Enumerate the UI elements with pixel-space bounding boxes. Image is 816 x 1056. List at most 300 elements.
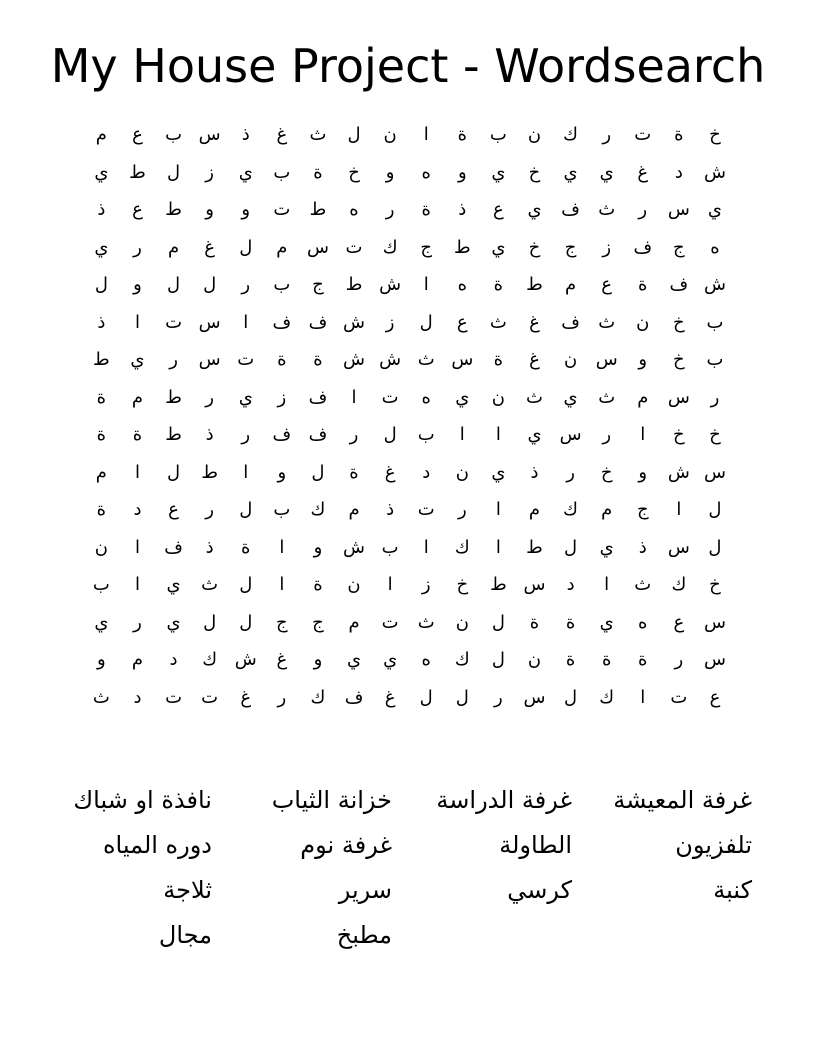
grid-cell: ب [273,499,291,521]
grid-cell: ة [493,349,504,371]
grid-cell: ة [638,649,648,671]
word-list-item: نافذة او شباك [73,786,212,814]
grid-cell: ر [385,199,395,221]
grid-cell: ف [272,311,292,333]
grid-cell: ك [563,499,578,521]
grid-cell: ذ [386,499,395,521]
grid-cell: ك [454,649,470,671]
grid-cell: س [703,461,726,483]
grid-cell: خ [348,161,360,183]
grid-cell: ت [670,686,688,708]
grid-cell: ر [457,499,467,521]
grid-cell: ط [345,274,363,296]
grid-cell: ن [455,611,469,633]
grid-cell: ا [423,124,429,146]
grid-cell: ي [166,611,181,633]
grid-cell: د [566,574,575,596]
grid-cell: ل [239,574,253,596]
grid-cell: ة [349,461,359,483]
grid-cell: ف [164,536,183,558]
grid-cell: ث [417,611,435,633]
grid-cell: س [595,349,618,371]
grid-cell: ة [421,199,431,221]
grid-cell: ي [599,536,614,558]
grid-cell: ه [421,161,431,183]
grid-cell: ج [312,611,324,633]
grid-cell: ة [529,611,540,633]
grid-cell: ا [423,536,429,558]
grid-cell: ك [454,536,470,558]
word-list-item: مجال [158,921,212,949]
grid-cell: ا [243,461,249,483]
grid-cell: ش [703,274,726,296]
grid-cell: ي [94,611,109,633]
grid-cell: ة [96,386,107,408]
grid-cell: ذ [97,311,106,333]
grid-cell: ر [566,461,575,483]
grid-cell: ي [238,386,253,408]
grid-cell: ل [455,686,469,708]
grid-cell: ا [459,424,465,446]
grid-cell: ي [491,461,506,483]
grid-cell: ي [599,611,614,633]
grid-cell: و [277,461,287,483]
grid-cell: و [205,199,214,221]
grid-cell: ا [351,386,357,408]
grid-cell: ر [277,686,287,708]
grid-cell: ط [309,199,327,221]
grid-cell: ي [94,236,109,258]
grid-cell: ت [201,686,219,708]
grid-cell: ط [165,199,182,221]
grid-cell: م [637,386,649,408]
grid-cell: ن [383,124,397,146]
grid-cell: ة [96,499,107,521]
grid-cell: خ [528,161,541,183]
word-list-item: غرفة المعيشة [613,786,752,814]
grid-cell: ر [133,236,142,258]
grid-cell: ب [417,424,435,446]
grid-cell: ب [706,349,724,371]
grid-cell: ع [456,311,468,333]
grid-cell: ب [92,574,110,596]
grid-cell: غ [240,686,252,708]
grid-cell: ط [165,424,182,446]
grid-cell: ز [421,574,431,596]
grid-cell: ا [640,424,646,446]
grid-cell: ذ [638,536,647,558]
grid-cell: ي [491,161,506,183]
grid-cell: م [95,461,107,483]
grid-cell: ذ [458,199,467,221]
grid-cell: ل [419,311,433,333]
grid-cell: ع [132,124,143,146]
grid-cell: ر [241,424,251,446]
grid-cell: ر [349,424,359,446]
grid-cell: ف [344,686,364,708]
grid-cell: د [133,499,142,521]
grid-cell: ك [310,499,326,521]
grid-cell: ج [312,274,324,296]
grid-cell: ب [706,311,724,333]
grid-cell: ة [638,274,648,296]
grid-cell: ذ [205,424,214,446]
grid-cell: ة [493,274,504,296]
grid-cell: ن [527,649,542,671]
grid-cell: ش [234,649,257,671]
grid-cell: ر [205,499,214,521]
grid-cell: خ [600,461,613,483]
grid-cell: ة [601,649,612,671]
grid-cell: ل [347,124,361,146]
grid-cell: غ [204,236,216,258]
grid-cell: ن [94,536,108,558]
grid-cell: م [528,499,541,521]
grid-cell: و [385,161,395,183]
grid-cell: ف [308,424,328,446]
grid-cell: ر [602,424,612,446]
grid-cell: ل [491,649,505,671]
grid-cell: ت [417,499,435,521]
grid-cell: س [306,236,329,258]
grid-cell: ك [671,574,687,596]
word-list-item: سرير [338,876,392,904]
grid-cell: د [422,461,431,483]
grid-cell: و [241,199,251,221]
grid-cell: م [276,236,288,258]
grid-cell: ر [638,199,648,221]
grid-cell: ث [201,574,219,596]
grid-cell: ث [92,686,110,708]
grid-cell: ج [673,236,685,258]
word-list-item: مطبخ [336,921,392,949]
grid-cell: و [457,161,467,183]
grid-cell: ث [417,349,435,371]
grid-cell: ا [279,574,285,596]
word-list-item: ثلاجة [163,876,212,904]
grid-cell: غ [637,161,649,183]
grid-cell: ي [563,386,578,408]
grid-cell: ن [491,386,505,408]
grid-cell: ج [636,499,649,521]
grid-cell: س [667,536,690,558]
grid-cell: ع [709,686,721,708]
grid-cell: غ [529,311,540,333]
grid-cell: ز [205,161,214,183]
grid-cell: غ [384,461,396,483]
grid-cell: ة [674,124,684,146]
grid-cell: ت [381,386,399,408]
grid-cell: د [133,686,142,708]
grid-cell: ث [598,199,616,221]
page-title: My House Project - Wordsearch [50,39,766,93]
grid-cell: ل [708,499,722,521]
grid-cell: ه [421,386,431,408]
grid-cell: ة [313,574,323,596]
grid-cell: م [565,274,577,296]
grid-cell: ك [563,124,578,146]
grid-cell: غ [529,349,540,371]
grid-cell: ا [134,461,140,483]
grid-cell: ش [343,311,366,333]
grid-cell: ش [379,274,402,296]
grid-cell: ل [708,536,722,558]
grid-cell: ل [167,461,181,483]
grid-cell: ة [132,424,143,446]
grid-cell: ه [421,649,431,671]
grid-cell: و [313,536,323,558]
grid-cell: م [348,611,360,633]
grid-cell: م [131,649,144,671]
grid-cell: ة [565,611,576,633]
grid-cell: ن [636,311,650,333]
grid-cell: ث [309,124,327,146]
grid-cell: ة [313,161,323,183]
grid-cell: ي [346,649,362,671]
grid-cell: ر [133,611,142,633]
grid-cell: ع [493,199,504,221]
grid-cell: خ [709,124,721,146]
grid-cell: ر [205,386,214,408]
grid-cell: ط [526,536,543,558]
grid-cell: ي [527,199,542,221]
grid-cell: ب [381,536,399,558]
grid-cell: س [703,611,726,633]
grid-cell: ي [94,161,109,183]
grid-cell: ي [130,349,145,371]
grid-cell: ث [598,311,616,333]
grid-cell: ي [383,649,398,671]
grid-cell: ط [490,574,507,596]
grid-cell: ر [494,686,503,708]
grid-cell: ج [276,611,288,633]
grid-cell: ف [308,311,328,333]
grid-cell: ش [379,349,402,371]
grid-cell: س [451,349,474,371]
grid-cell: ة [313,349,323,371]
word-list-item: غرفة نوم [300,831,392,859]
word-list-item: كنبة [713,876,752,904]
grid-cell: ر [169,349,178,371]
grid-cell: ل [564,536,578,558]
grid-cell: ن [527,124,542,146]
grid-cell: ا [134,574,140,596]
grid-cell: ا [387,574,393,596]
grid-cell: ف [272,424,292,446]
grid-cell: ي [599,161,614,183]
grid-cell: و [638,461,648,483]
word-list-item: تلفزيون [675,831,752,859]
grid-cell: س [523,574,546,596]
grid-cell: ت [634,124,652,146]
grid-cell: ش [343,349,366,371]
grid-cell: س [559,424,582,446]
grid-cell: و [97,649,106,671]
grid-cell: ل [383,424,397,446]
grid-cell: س [198,311,221,333]
grid-cell: ة [457,124,468,146]
grid-cell: ا [604,574,610,596]
grid-cell: ف [308,386,328,408]
grid-cell: ج [564,236,577,258]
grid-cell: ل [239,611,253,633]
grid-cell: ر [674,649,684,671]
word-list-item: غرفة الدراسة [436,786,572,814]
grid-cell: س [667,199,690,221]
grid-cell: ت [381,611,399,633]
grid-cell: ل [419,686,433,708]
grid-cell: خ [709,424,721,446]
grid-cell: ت [165,686,183,708]
word-list-item: دوره المياه [102,831,212,859]
grid-cell: ذ [205,536,214,558]
grid-cell: و [133,274,142,296]
grid-cell: ر [602,124,612,146]
grid-cell: ت [237,349,255,371]
grid-cell: ز [385,311,395,333]
grid-cell: ي [527,424,542,446]
grid-cell: ا [279,536,285,558]
grid-cell: ت [273,199,291,221]
grid-cell: ت [345,236,363,258]
grid-cell: ي [707,199,722,221]
grid-cell: ذ [97,199,106,221]
grid-cell: س [703,649,726,671]
grid-cell: ث [526,386,543,408]
grid-cell: ع [168,499,179,521]
grid-cell: س [198,349,221,371]
grid-cell: ز [602,236,612,258]
grid-cell: و [313,649,323,671]
word-list-item [400,917,580,962]
grid-cell: س [667,386,690,408]
grid-cell: ث [634,574,652,596]
grid-cell: ه [638,611,648,633]
grid-cell: ه [349,199,359,221]
grid-cell: د [169,649,178,671]
word-list-item: الطاولة [499,831,572,859]
grid-cell: ة [277,349,287,371]
grid-cell: خ [456,574,469,596]
grid-cell: ك [202,649,218,671]
grid-cell: غ [276,649,288,671]
grid-cell: ذ [241,124,250,146]
word-list-item: كرسي [507,876,572,904]
grid-cell: ل [239,499,253,521]
grid-cell: ل [491,611,505,633]
grid-cell: ب [273,274,291,296]
letter-grid [83,116,733,716]
grid-cell: ث [489,311,507,333]
grid-cell: س [523,686,546,708]
grid-cell: ا [676,499,682,521]
grid-cell: ة [241,536,251,558]
grid-cell: م [601,499,613,521]
grid-cell: ر [710,386,720,408]
grid-cell: ي [238,161,253,183]
grid-cell: ف [561,311,580,333]
grid-cell: ل [203,611,217,633]
grid-cell: م [348,499,360,521]
grid-cell: خ [673,311,685,333]
grid-cell: ه [457,274,468,296]
grid-cell: ل [167,274,181,296]
grid-cell: ع [132,199,143,221]
grid-cell: ه [710,236,720,258]
grid-cell: ط [453,236,471,258]
grid-cell: م [167,236,180,258]
grid-cell: ف [633,236,653,258]
grid-cell: ا [134,311,140,333]
grid-cell: ط [526,274,543,296]
grid-cell: و [638,349,648,371]
grid-cell: ل [564,686,578,708]
grid-cell: ع [601,274,613,296]
grid-cell: ط [129,161,146,183]
grid-cell: ي [455,386,470,408]
word-list-item: خزانة الثياب [271,786,392,814]
grid-cell: ن [347,574,361,596]
grid-cell: ة [565,649,576,671]
grid-cell: ل [239,236,253,258]
grid-cell: ز [277,386,287,408]
grid-cell: خ [528,236,541,258]
grid-cell: ن [455,461,469,483]
grid-cell: خ [673,349,685,371]
grid-cell: ك [599,686,615,708]
grid-cell: م [95,124,107,146]
grid-cell: ش [343,536,366,558]
grid-cell: ك [310,686,326,708]
grid-cell: ف [669,274,689,296]
grid-cell: ش [703,161,726,183]
grid-cell: ا [640,686,646,708]
grid-cell: ب [165,124,183,146]
grid-cell: ل [203,274,217,296]
grid-cell: ن [563,349,578,371]
grid-cell: ي [563,161,578,183]
grid-cell: ا [423,274,429,296]
word-list [40,782,760,962]
grid-cell: ب [489,124,507,146]
grid-cell: ط [165,386,182,408]
grid-cell: ت [165,311,183,333]
grid-cell: ب [273,161,291,183]
grid-cell: ر [241,274,251,296]
grid-cell: ل [311,461,325,483]
grid-cell: ذ [530,461,539,483]
grid-cell: ا [495,424,501,446]
word-list-item [580,917,760,962]
grid-cell: ي [166,574,181,596]
grid-cell: ل [167,161,181,183]
grid-cell: خ [673,424,685,446]
grid-cell: ة [96,424,107,446]
grid-cell: ط [201,461,218,483]
grid-cell: ا [495,536,501,558]
grid-cell: ا [495,499,501,521]
grid-cell: ك [382,236,398,258]
grid-cell: ش [667,461,690,483]
grid-cell: ج [420,236,433,258]
grid-cell: د [674,161,683,183]
grid-cell: ط [93,349,110,371]
grid-cell: ل [94,274,108,296]
grid-cell: غ [384,686,396,708]
grid-cell: ا [134,536,140,558]
grid-cell: س [198,124,221,146]
grid-cell: م [131,386,144,408]
